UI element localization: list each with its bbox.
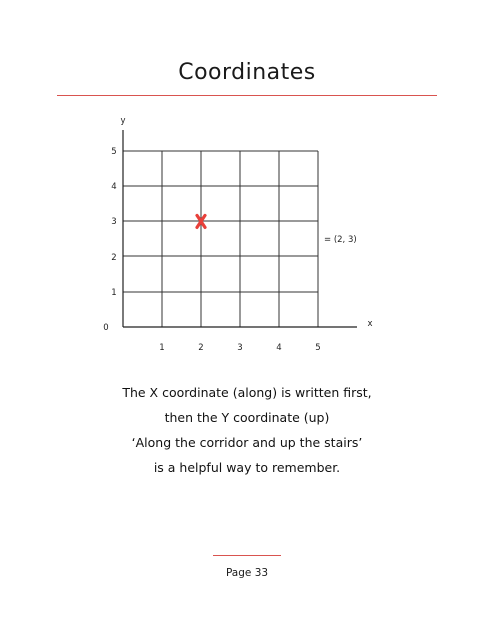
y-axis-label: y bbox=[120, 116, 126, 126]
y-tick-label: 4 bbox=[111, 182, 117, 192]
page-title: Coordinates bbox=[178, 60, 316, 85]
caption-line: is a helpful way to remember. bbox=[153, 460, 341, 475]
y-tick-label: 2 bbox=[111, 253, 117, 263]
y-tick-label: 0 bbox=[103, 323, 109, 333]
point-label: = (2, 3) bbox=[324, 235, 357, 245]
x-tick-label: 5 bbox=[315, 343, 321, 353]
x-axis-label: x bbox=[367, 319, 373, 329]
x-tick-label: 3 bbox=[237, 343, 243, 353]
y-tick-label: 5 bbox=[111, 147, 117, 157]
caption-line: ‘Along the corridor and up the stairs’ bbox=[131, 435, 363, 450]
x-tick-label: 2 bbox=[198, 343, 204, 353]
x-tick-label: 4 bbox=[276, 343, 282, 353]
grid-lines bbox=[123, 151, 318, 327]
x-tick-label: 1 bbox=[159, 343, 165, 353]
caption-line: The X coordinate (along) is written first, bbox=[122, 385, 372, 400]
footer-divider bbox=[213, 555, 281, 556]
y-tick-label: 3 bbox=[111, 217, 117, 227]
page-number: Page 33 bbox=[225, 567, 269, 579]
caption-line: then the Y coordinate (up) bbox=[164, 410, 330, 425]
y-tick-label: 1 bbox=[111, 288, 117, 298]
